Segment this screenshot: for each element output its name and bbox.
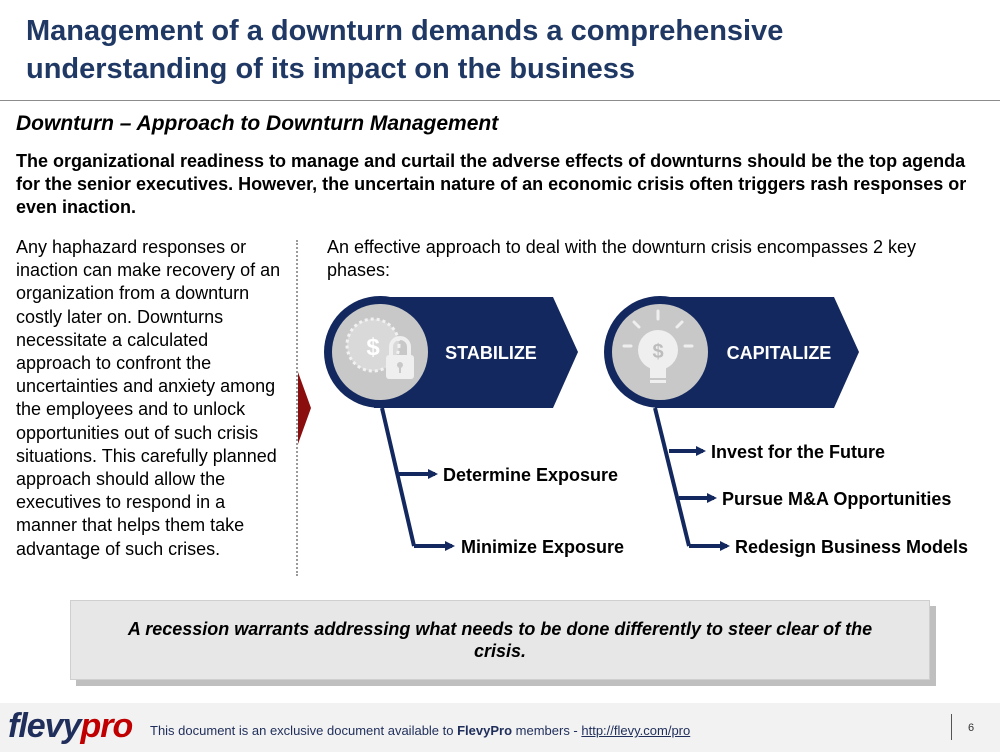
footer [0,703,1000,752]
phase-item: Minimize Exposure [461,537,625,557]
footer-prefix: This document is an exclusive document available to [150,723,458,738]
footer-link[interactable]: http://flevy.com/pro [581,723,691,738]
svg-text:$: $ [652,341,664,363]
flevypro-logo [8,707,132,746]
callout-box [70,600,930,680]
phase-item: Redesign Business Models [735,537,969,557]
left-column-text: Any haphazard responses or inaction can make recovery of an organization from a downturn costly later on. Downturns necessitate a calculated approach to confront the uncertainties and anxiety among the employees and to unlock opportunities out of such crisis situations. This carefully planned approach should allow the executives to respond in a manner that helps them take advantage of such crises. [16,237,281,559]
phase-item: Pursue M&A Opportunities [722,489,952,509]
footer-middle: members - [512,723,582,738]
dollar-lightbulb-icon [612,304,708,400]
page-number: 6 [968,722,975,734]
phase-item: Determine Exposure [443,465,619,485]
branch-line [382,408,414,546]
intro-paragraph: The organizational readiness to manage and curtail the adverse effects of downturns should be the top agenda for the senior executives. However, the uncertain nature of an economic crisis often triggers rash responses or even inaction. [16,151,967,217]
phase-item: Invest for the Future [711,442,886,462]
phase-capitalize [604,296,968,557]
footer-divider [951,714,952,740]
svg-text:$: $ [366,334,380,361]
phase-label: CAPITALIZE [726,343,832,363]
footer-text [150,723,690,738]
dollar-lock-icon [332,304,428,400]
phase-label: STABILIZE [445,343,537,363]
branch-line [655,408,689,546]
logo-accent: pro [80,707,133,745]
footer-brand: FlevyPro [457,723,513,738]
section-subtitle: Downturn – Approach to Downturn Management [16,112,499,135]
callout-text: A recession warrants addressing what needs to be done differently to steer clear of the crisis. [127,619,873,661]
phases-intro: An effective approach to deal with the downturn crisis encompasses 2 key phases: [327,237,916,280]
logo-main: flevy [8,707,81,745]
page-title: Management of a downturn demands a comprehensive understanding of its impact on the business [26,15,784,85]
phase-stabilize [324,296,624,557]
